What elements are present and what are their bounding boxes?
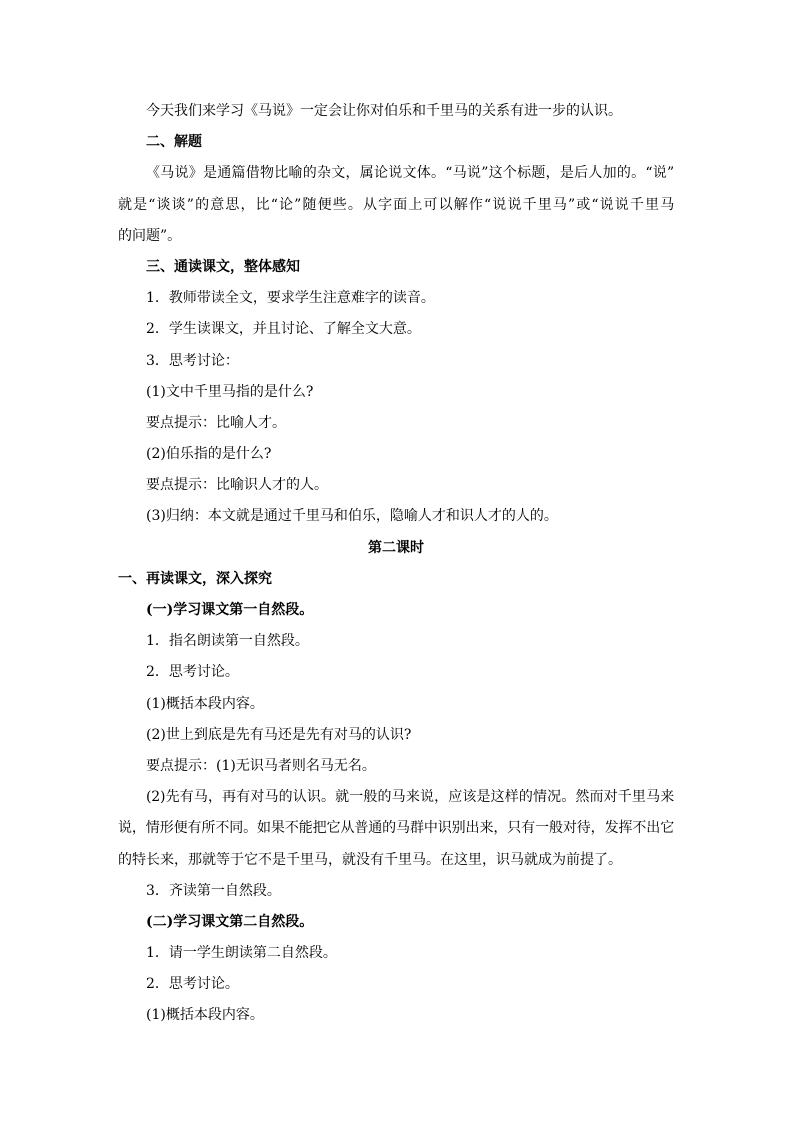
- answer-hint: 要点提示：比喻识人才的人。: [146, 477, 328, 494]
- list-item: 2．思考讨论。: [146, 976, 239, 993]
- list-item: 2．思考讨论。: [146, 664, 239, 681]
- question: (1)概括本段内容。: [146, 695, 264, 712]
- answer-hint: 要点提示：(1)无识马者则名马无名。: [146, 757, 376, 774]
- subsection-heading: (一)学习课文第一自然段。: [146, 602, 314, 618]
- lesson-title: 第二课时: [368, 539, 424, 556]
- list-item: 1．教师带读全文，要求学生注意难字的读音。: [146, 290, 435, 307]
- list-item: 1．指名朗读第一自然段。: [146, 633, 309, 650]
- document-page: [118, 96, 674, 1032]
- answer-hint: 要点提示：比喻人才。: [146, 414, 286, 431]
- list-item: 1．请一学生朗读第二自然段。: [146, 945, 337, 962]
- summary: (3)归纳：本文就是通过千里马和伯乐，隐喻人才和识人才的人的。: [146, 508, 558, 525]
- question: (1)概括本段内容。: [146, 1007, 264, 1024]
- question: (2)伯乐指的是什么?: [146, 446, 272, 463]
- answer-paragraph-line: 的特长来，那就等于它不是千里马，就没有千里马。在这里，识马就成为前提了。: [118, 851, 622, 868]
- answer-paragraph-line: 说，情形便有所不同。如果不能把它从普通的马群中识别出来，只有一般对待，发挥不出它: [118, 820, 674, 837]
- list-item: 2．学生读课文，并且讨论、了解全文大意。: [146, 321, 421, 338]
- section-heading-tongdu: 三、通读课文，整体感知: [146, 258, 300, 275]
- section-heading-zaidu: 一、再读课文，深入探究: [118, 570, 272, 587]
- answer-paragraph-line: (2)先有马，再有对马的认识。就一般的马来说，应该是这样的情况。然而对千里马来: [146, 789, 674, 806]
- question: (1)文中千里马指的是什么?: [146, 383, 314, 400]
- subsection-heading: (二)学习课文第二自然段。: [146, 913, 314, 930]
- list-item: 3．齐读第一自然段。: [146, 882, 281, 899]
- question: (2)世上到底是先有马还是先有对马的认识?: [146, 726, 412, 743]
- intro-paragraph: 今天我们来学习《马说》一定会让你对伯乐和千里马的关系有进一步的认识。: [146, 103, 622, 119]
- section-heading-jieti: 二、解题: [146, 134, 202, 151]
- list-item: 3．思考讨论：: [146, 352, 239, 369]
- jieti-paragraph-line: 的问题”。: [118, 227, 182, 244]
- jieti-paragraph-line: 《马说》是通篇借物比喻的杂文，属论说文体。“马说”这个标题，是后人加的。“说”: [146, 165, 674, 182]
- jieti-paragraph-line: 就是“谈谈”的意思，比“论”随便些。从字面上可以解作“说说千里马”或“说说千里马: [118, 196, 674, 213]
